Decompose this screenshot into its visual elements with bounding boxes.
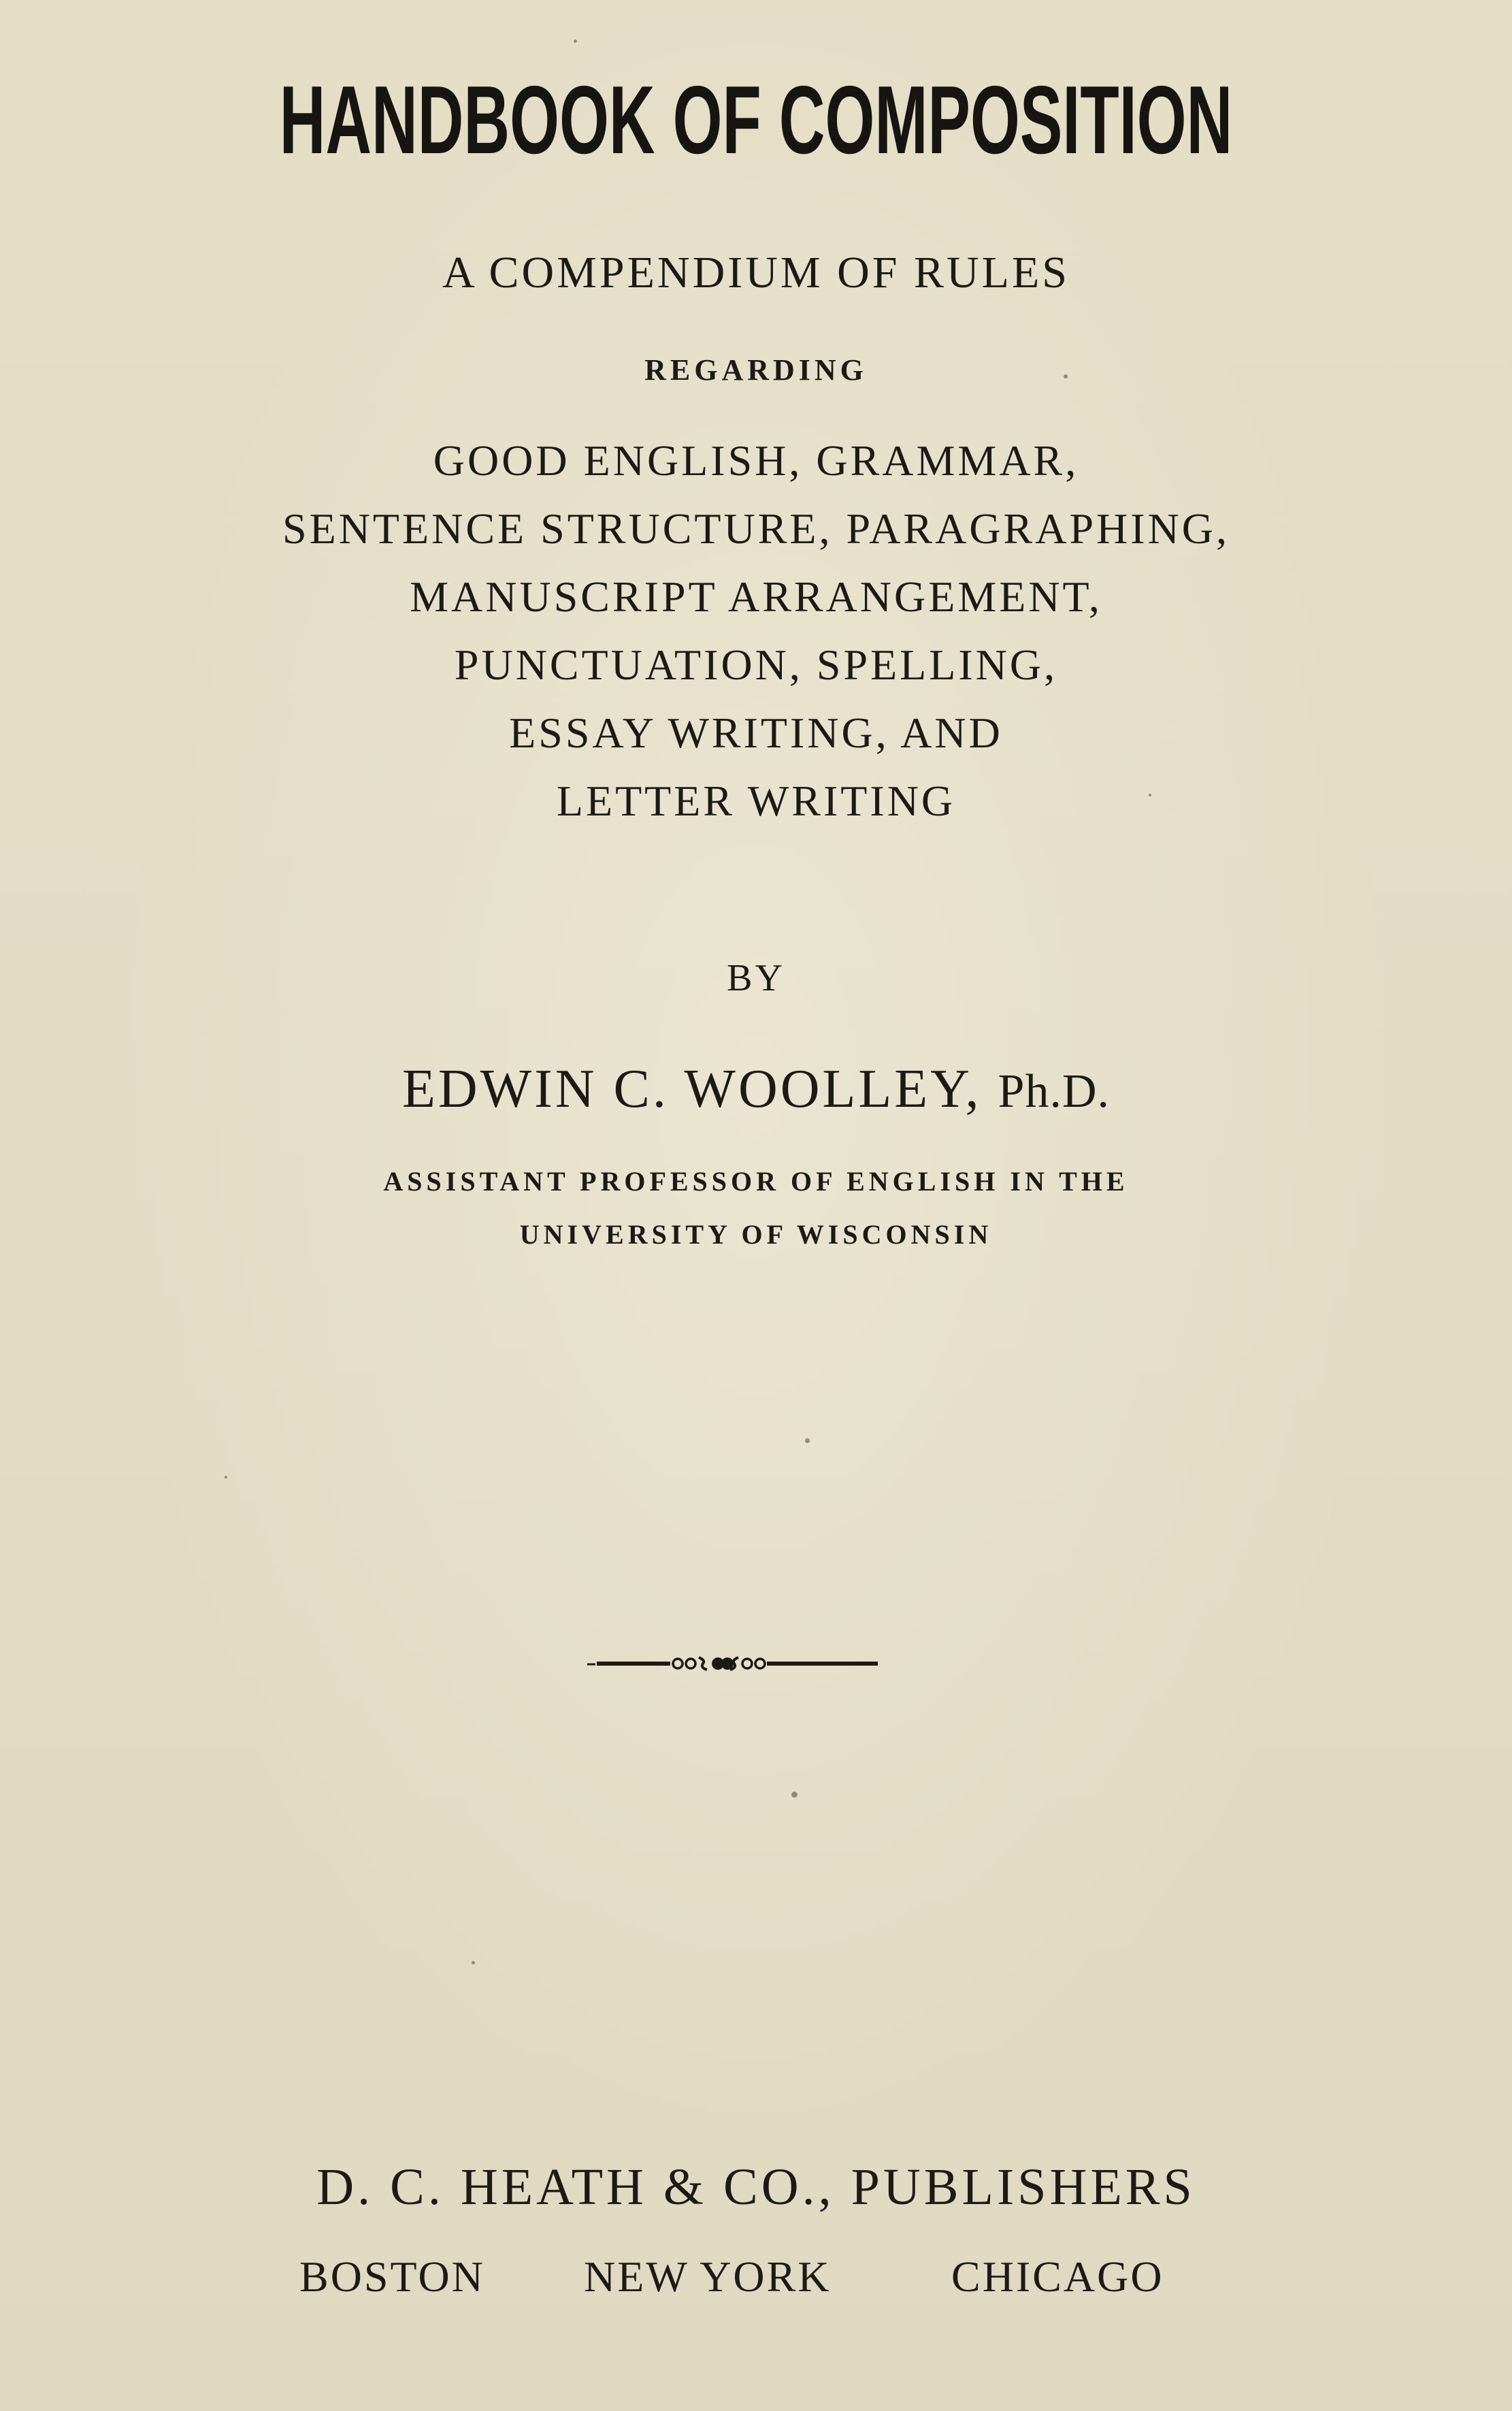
paper-speck — [574, 39, 577, 43]
paper-speck — [225, 1476, 227, 1478]
book-title: HANDBOOK OF COMPOSITION — [279, 66, 1233, 174]
city-boston: BOSTON — [299, 2252, 485, 2301]
author-name: EDWIN C. WOOLLEY, — [401, 1059, 998, 1119]
book-subtitle: A COMPENDIUM OF RULES — [442, 248, 1070, 297]
topic-line: LETTER WRITING — [556, 777, 956, 825]
author-affiliation: ASSISTANT PROFESSOR OF ENGLISH IN THE — [383, 1166, 1129, 1197]
paper-speck — [1064, 374, 1068, 378]
printers-ornament-icon — [582, 1649, 881, 1677]
author-degree: Ph.D. — [998, 1065, 1111, 1118]
topic-line: GOOD ENGLISH, GRAMMAR, — [433, 436, 1079, 485]
paper-speck — [791, 1792, 798, 1798]
topic-line: SENTENCE STRUCTURE, PARAGRAPHING, — [282, 504, 1230, 553]
by-label: BY — [727, 957, 785, 999]
paper-speck — [805, 1438, 810, 1443]
publisher-name: D. C. HEATH & CO., PUBLISHERS — [316, 2158, 1196, 2216]
regarding-label: REGARDING — [644, 353, 868, 387]
city-new-york: NEW YORK — [584, 2252, 832, 2301]
topic-line: MANUSCRIPT ARRANGEMENT, — [410, 572, 1102, 621]
author-line — [0, 1058, 1512, 1120]
topic-line: ESSAY WRITING, AND — [509, 709, 1003, 757]
topic-line: PUNCTUATION, SPELLING, — [454, 641, 1058, 689]
paper-speck — [1149, 794, 1151, 796]
paper-speck — [472, 1961, 475, 1964]
city-chicago: CHICAGO — [951, 2252, 1164, 2301]
author-affiliation: UNIVERSITY OF WISCONSIN — [519, 1219, 993, 1250]
